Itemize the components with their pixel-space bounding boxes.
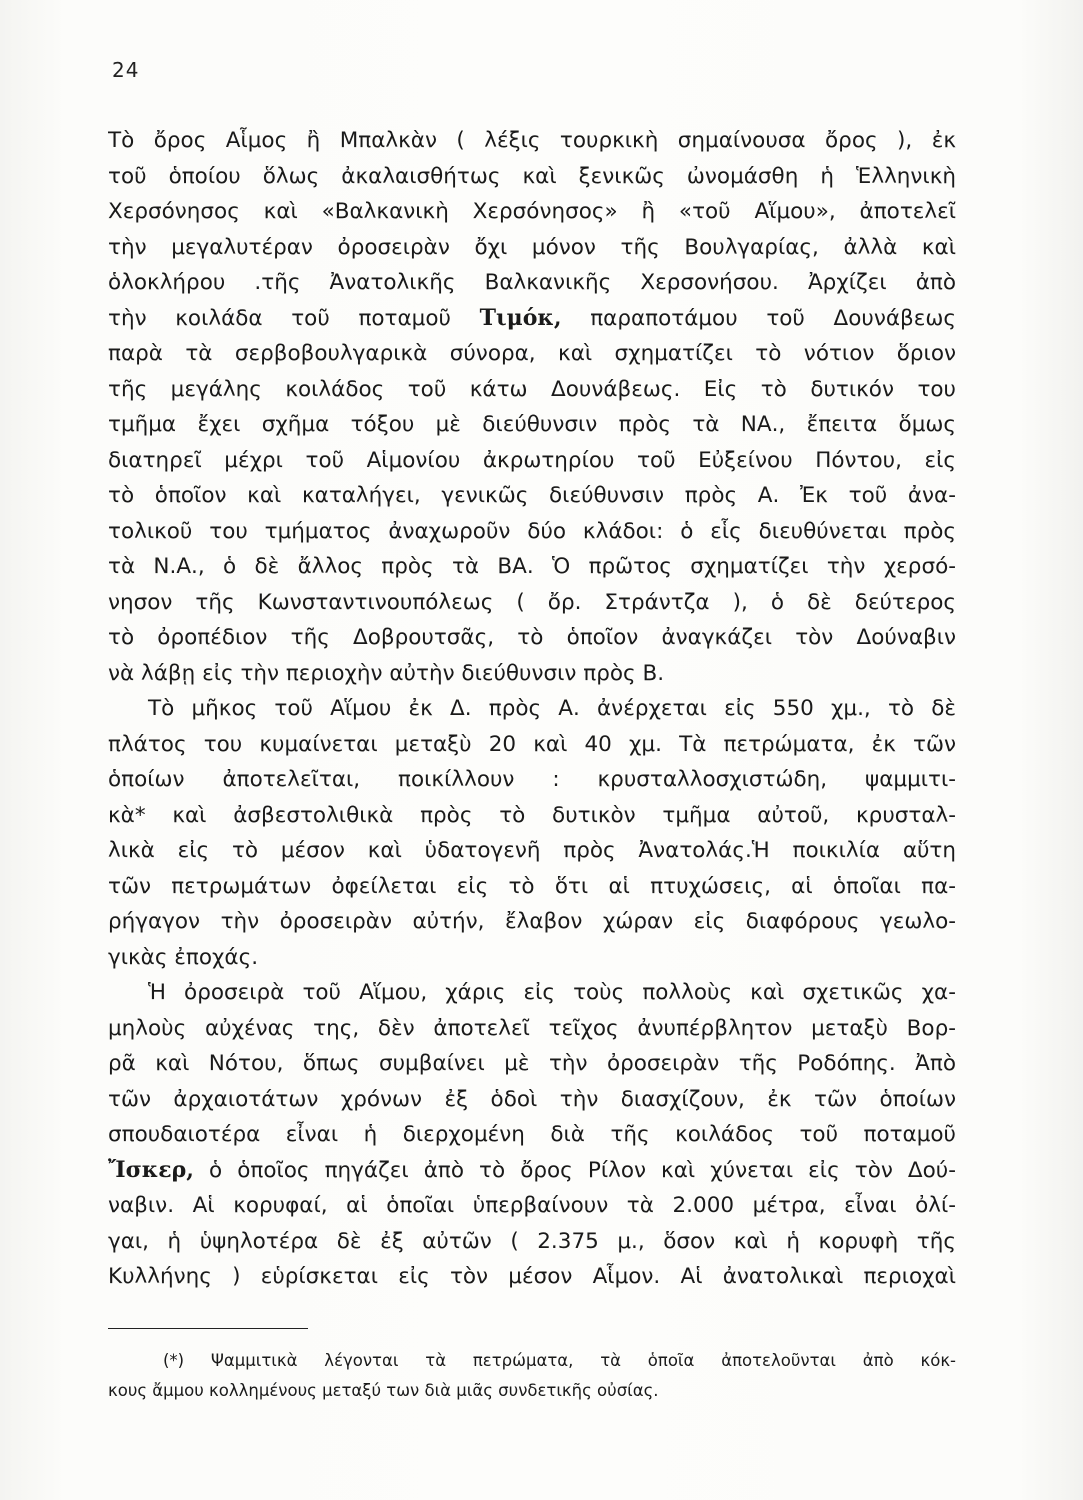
text-line: Χερσόνησος καὶ «Βαλκανικὴ Χερσόνησος» ἢ «τοῦ Αἵμου», ἀποτελεῖ	[108, 199, 956, 224]
text-line: σπουδαιοτέρα εἶναι ἡ διερχομένη διὰ τῆς κοιλάδος τοῦ ποταμοῦ	[108, 1122, 956, 1147]
text-line: γικὰς ἐποχάς.	[108, 944, 259, 970]
text-line: Κυλλήνης ) εὑρίσκεται εἰς τὸν μέσον Αἷμον. Αἱ ἀνατολικαὶ περιοχαὶ	[108, 1264, 956, 1289]
text-line: ναβιν. Αἱ κορυφαί, αἱ ὁποῖαι ὑπερβαίνουν τὰ 2.000 μέτρα, εἶναι ὀλί-	[108, 1193, 956, 1218]
bold-term-timok: Τιμόκ,	[479, 304, 562, 331]
text-line: τοῦ ὁποίου ὅλως ἀκαλαισθήτως καὶ ξενικῶς ὠνομάσθη ἡ Ἑλληνικὴ	[108, 163, 956, 189]
body-text	[108, 123, 956, 1295]
text-line: τμῆμα ἔχει σχῆμα τόξου μὲ διεύθυνσιν πρὸς τὰ ΝΑ., ἔπειτα ὅμως	[108, 412, 956, 437]
text-line: τὸ ὁποῖον καὶ καταλήγει, γενικῶς διεύθυνσιν πρὸς Α. Ἐκ τοῦ ἀνα-	[108, 483, 956, 508]
text-line: τολικοῦ του τμήματος ἀναχωροῦν δύο κλάδοι: ὁ εἷς διευθύνεται πρὸς	[108, 518, 956, 544]
text-line: ὁποίων ἀποτελεῖται, ποικίλλουν : κρυσταλλοσχιστώδη, ψαμμιτι-	[108, 767, 956, 792]
text-line: ὁλοκλήρου .τῆς Ἀνατολικῆς Βαλκανικῆς Χερσονήσου. Ἀρχίζει ἀπὸ	[108, 270, 956, 295]
text-line: Τὸ ὄρος Αἷμος ἢ Μπαλκὰν ( λέξις τουρκικὴ σημαίνουσα ὄρος ), ἐκ	[108, 128, 956, 153]
text-line: παρὰ τὰ σερβοβουλγαρικὰ σύνορα, καὶ σχηματίζει τὸ νότιον ὅριον	[108, 341, 956, 366]
text-line: γαι, ἡ ὑψηλοτέρα δὲ ἐξ αὐτῶν ( 2.375 μ., ὅσον καὶ ἡ κορυφὴ τῆς	[108, 1228, 956, 1254]
text-line: μηλοὺς αὐχένας της, δὲν ἀποτελεῖ τεῖχος ἀνυπέρβλητον μεταξὺ Βορ-	[108, 1015, 956, 1041]
footnote-line: (*) Ψαμμιτικὰ λέγονται τὰ πετρώματα, τὰ ὁποῖα ἀποτελοῦνται ἀπὸ κόκ-	[163, 1351, 956, 1370]
text-line: τὰ Ν.Α., ὁ δὲ ἄλλος πρὸς τὰ ΒΑ. Ὁ πρῶτος σχηματίζει τὴν χερσό-	[108, 554, 956, 579]
text-line: τὸ ὀροπέδιον τῆς Δοβρουτσᾶς, τὸ ὁποῖον ἀναγκάζει τὸν Δούναβιν	[108, 625, 956, 650]
text-line: τῶν ἀρχαιοτάτων χρόνων ἐξ ὁδοὶ τὴν διασχίζουν, ἐκ τῶν ὁποίων	[108, 1086, 956, 1112]
footnote-divider	[108, 1328, 308, 1329]
text-fragment: παραποτάμου τοῦ Δουνάβεως	[561, 305, 956, 331]
text-line: πλάτος του κυμαίνεται μεταξὺ 20 καὶ 40 χμ. Τὰ πετρώματα, ἐκ τῶν	[108, 731, 956, 757]
footnote	[108, 1346, 956, 1406]
text-line: τῶν πετρωμάτων ὀφείλεται εἰς τὸ ὅτι αἱ πτυχώσεις, αἱ ὁποῖαι πα-	[108, 873, 956, 899]
text-line: Ἡ ὀροσειρὰ τοῦ Αἵμου, χάρις εἰς τοὺς πολλοὺς καὶ σχετικῶς χα-	[148, 980, 956, 1005]
text-line: Τὸ μῆκος τοῦ Αἵμου ἐκ Δ. πρὸς Α. ἀνέρχεται εἰς 550 χμ., τὸ δὲ	[148, 696, 956, 721]
text-line-timok	[108, 301, 956, 337]
text-line: κὰ* καὶ ἀσβεστολιθικὰ πρὸς τὸ δυτικὸν τμῆμα αὐτοῦ, κρυσταλ-	[108, 802, 956, 828]
text-line: νησον τῆς Κωνσταντινουπόλεως ( ὄρ. Στράντζα ), ὁ δὲ δεύτερος	[108, 589, 956, 615]
footnote-line: κους ἄμμου κολλημένους μεταξύ των διὰ μιᾶς συνδετικῆς οὐσίας.	[108, 1381, 659, 1400]
text-line: διατηρεῖ μέχρι τοῦ Αἱμονίου ἀκρωτηρίου τοῦ Εὐξείνου Πόντου, εἰς	[108, 447, 956, 473]
text-fragment: ὁ ὁποῖος πηγάζει ἀπὸ τὸ ὄρος Ρίλον καὶ χύνεται εἰς τὸν Δού-	[193, 1157, 956, 1183]
text-line: τῆς μεγάλης κοιλάδος τοῦ κάτω Δουνάβεως. Εἰς τὸ δυτικόν του	[108, 376, 956, 402]
text-line: λικὰ εἰς τὸ μέσον καὶ ὑδατογενῆ πρὸς Ἀνατολάς.Ἡ ποικιλία αὕτη	[108, 838, 956, 863]
bold-term-isker: Ἴσκερ,	[108, 1156, 194, 1183]
page-number: 24	[112, 58, 140, 82]
text-line: ρᾶ καὶ Νότου, ὅπως συμβαίνει μὲ τὴν ὀροσειρὰν τῆς Ροδόπης. Ἀπὸ	[108, 1051, 956, 1076]
text-line: ρήγαγον τὴν ὀροσειρὰν αὐτήν, ἔλαβον χώραν εἰς διαφόρους γεωλο-	[108, 909, 956, 934]
text-line-isker	[108, 1153, 956, 1189]
text-fragment: τὴν κοιλάδα τοῦ ποταμοῦ	[108, 305, 480, 331]
text-line: νὰ λάβῃ εἰς τὴν περιοχὴν αὐτὴν διεύθυνσιν πρὸς Β.	[108, 660, 665, 686]
text-line: τὴν μεγαλυτέραν ὀροσειρὰν ὄχι μόνον τῆς Βουλγαρίας, ἀλλὰ καὶ	[108, 234, 956, 260]
